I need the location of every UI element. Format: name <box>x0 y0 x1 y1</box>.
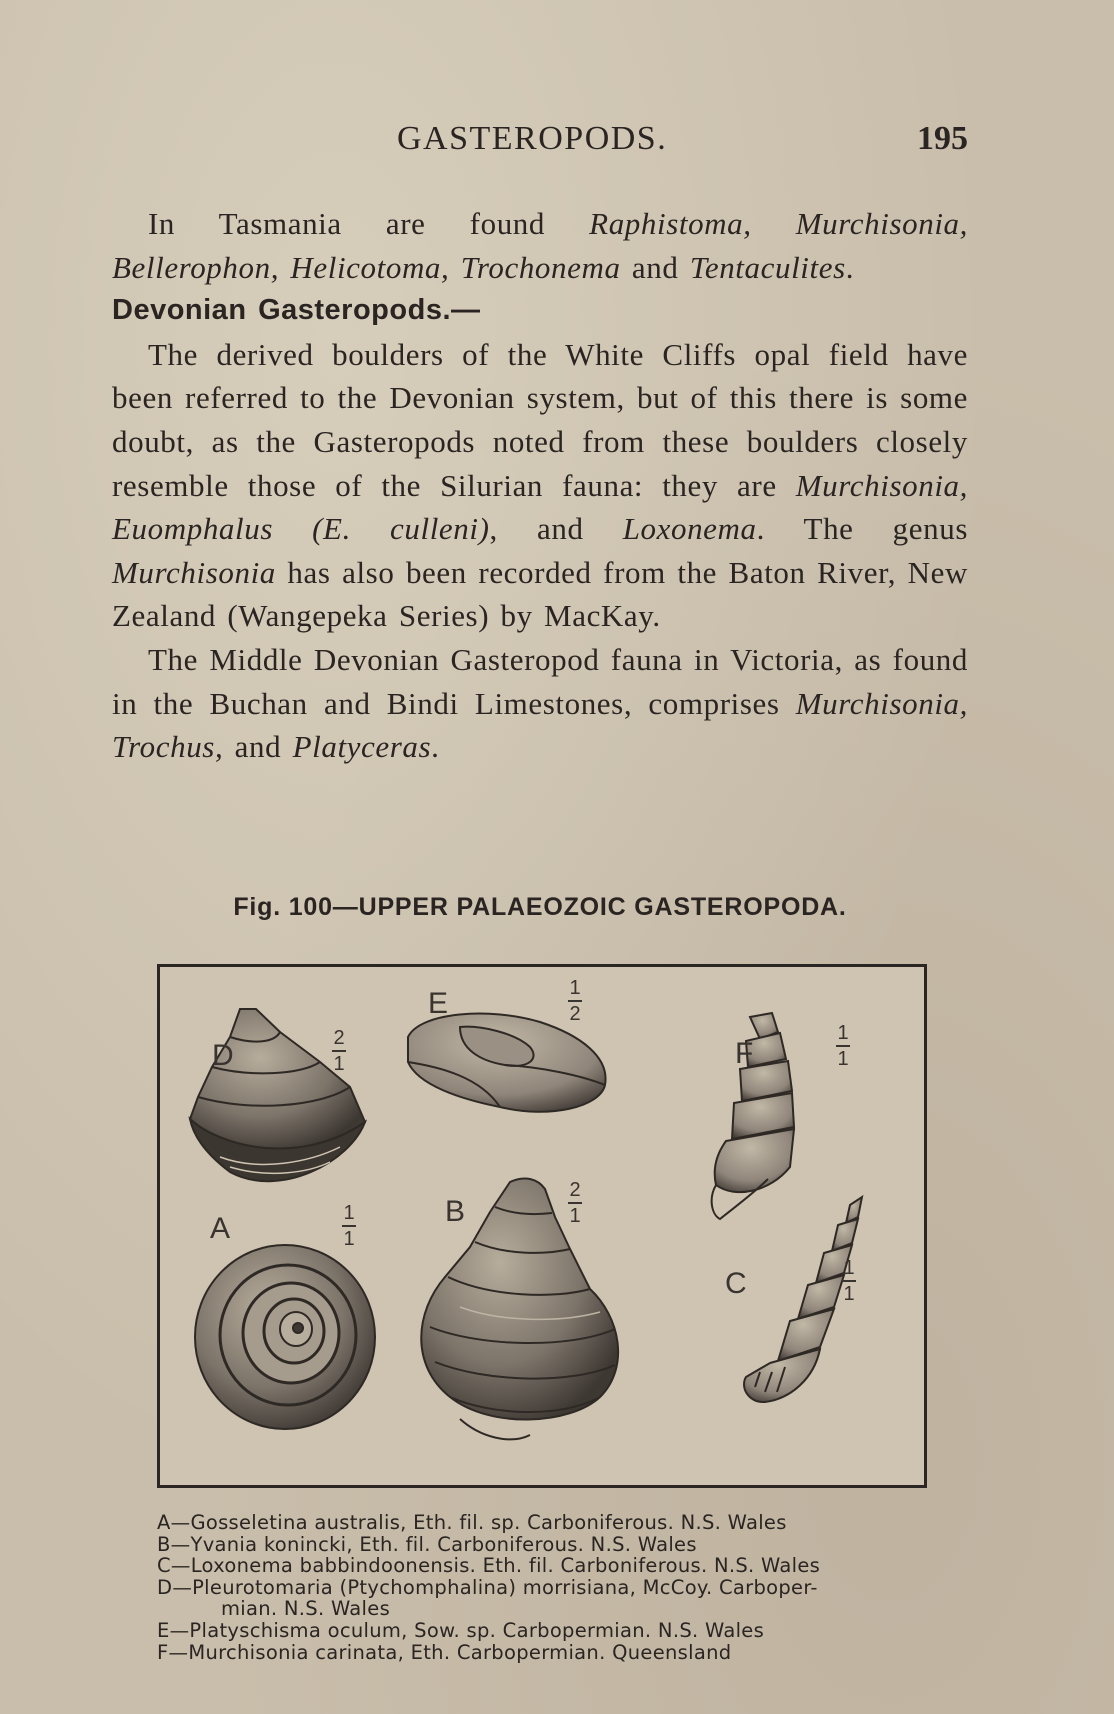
text-span: . <box>431 729 440 765</box>
scale-a <box>342 1202 356 1250</box>
scale-b <box>568 1179 582 1227</box>
label-a: A <box>210 1212 231 1245</box>
fraction-bar <box>836 1045 850 1047</box>
subheading-devonian: Devonian Gasteropods.— <box>112 294 481 327</box>
figure-captions <box>157 1512 937 1663</box>
text-span: has also been recorded from the Baton River, New Zealand (Wangepeka Series) by MacKay. <box>112 554 968 634</box>
label-c: C <box>725 1267 747 1300</box>
scale-den: 1 <box>333 1053 345 1075</box>
shell-a <box>195 1245 375 1429</box>
fraction-bar <box>568 1000 582 1002</box>
caption-b: B—Yvania konincki, Eth. fil. Carboniferous. N.S. Wales <box>157 1532 697 1556</box>
figure-title: Fig. 100—UPPER PALAEOZOIC GASTEROPODA. <box>233 893 847 921</box>
text-span: , and <box>489 511 623 547</box>
italic-genus: Murchisonia <box>112 554 276 590</box>
shell-c <box>651 1197 862 1402</box>
italic-genus: Platyceras <box>292 729 432 765</box>
scale-c <box>842 1257 856 1305</box>
shell-e <box>408 1014 606 1112</box>
label-e: E <box>428 987 449 1020</box>
paragraph-middle-devonian <box>112 638 968 769</box>
caption-e: E—Platyschisma oculum, Sow. sp. Carbopermian. N.S. Wales <box>157 1618 765 1642</box>
italic-genera: Raphistoma, Murchisonia, Bellerophon, Helicotoma, Trochonema <box>112 206 968 285</box>
italic-genus: Tentaculites <box>689 249 846 285</box>
italic-genera: Murchisonia, Trochus, <box>112 685 968 765</box>
caption-d: D—Pleurotomaria (Ptychomphalina) morrisiana, McCoy. Carboper- <box>157 1575 818 1599</box>
scale-num: 2 <box>333 1027 345 1049</box>
scale-den: 1 <box>843 1283 855 1305</box>
scale-den: 1 <box>569 1205 581 1227</box>
paragraph-white-cliffs <box>112 333 968 638</box>
caption-a: A—Gosseletina australis, Eth. fil. sp. Carboniferous. N.S. Wales <box>157 1511 787 1534</box>
scale-den: 2 <box>569 1003 581 1025</box>
text-span: . <box>845 249 855 285</box>
caption-f: F—Murchisonia carinata, Eth. Carbopermian. Queensland <box>157 1640 732 1664</box>
label-b: B <box>445 1195 466 1228</box>
text-span: . The genus <box>756 511 968 547</box>
caption-d-continued: mian. N.S. Wales <box>221 1597 391 1621</box>
scale-d <box>332 1027 346 1075</box>
text-span: The Middle Devonian Gasteropod fauna in Victoria, as found in the Buchan and Bindi Limestones, comprises <box>112 641 968 721</box>
running-head <box>112 120 968 170</box>
scale-num: 1 <box>343 1202 355 1224</box>
scale-num: 1 <box>843 1257 855 1279</box>
scale-num: 2 <box>569 1179 581 1201</box>
italic-genus: Loxonema <box>622 511 757 547</box>
body-text <box>112 202 968 769</box>
scale-den: 1 <box>343 1228 355 1250</box>
fraction-bar <box>332 1050 346 1052</box>
text-span: and <box>223 729 293 765</box>
fraction-bar <box>568 1202 582 1204</box>
scale-num: 1 <box>569 977 581 999</box>
label-d: D <box>212 1039 234 1072</box>
shell-illustrations <box>160 967 924 1485</box>
page-title: GASTEROPODS. <box>397 120 668 157</box>
scale-e <box>568 977 582 1025</box>
label-f: F <box>735 1037 754 1070</box>
page-number: 195 <box>917 120 968 157</box>
paragraph-tasmania <box>112 202 968 289</box>
figure-plate <box>157 964 927 1488</box>
scale-den: 1 <box>837 1048 849 1070</box>
text-span: The derived boulders of the White Cliffs opal field have been referred to the Devonian system, but of this there is some doubt, as the Gasteropods noted from these boulders closely resemble those of the Silurian fauna: they are <box>112 336 968 503</box>
scale-f <box>836 1022 850 1070</box>
italic-genera: Murchisonia, Euomphalus (E. culleni) <box>112 467 968 547</box>
fraction-bar <box>342 1225 356 1227</box>
fraction-bar <box>842 1280 856 1282</box>
text-span: In Tasmania are found <box>148 206 590 241</box>
text-span: and <box>620 249 690 285</box>
caption-c: C—Loxonema babbindoonensis. Eth. fil. Carboniferous. N.S. Wales <box>157 1554 821 1578</box>
scale-num: 1 <box>837 1022 849 1044</box>
